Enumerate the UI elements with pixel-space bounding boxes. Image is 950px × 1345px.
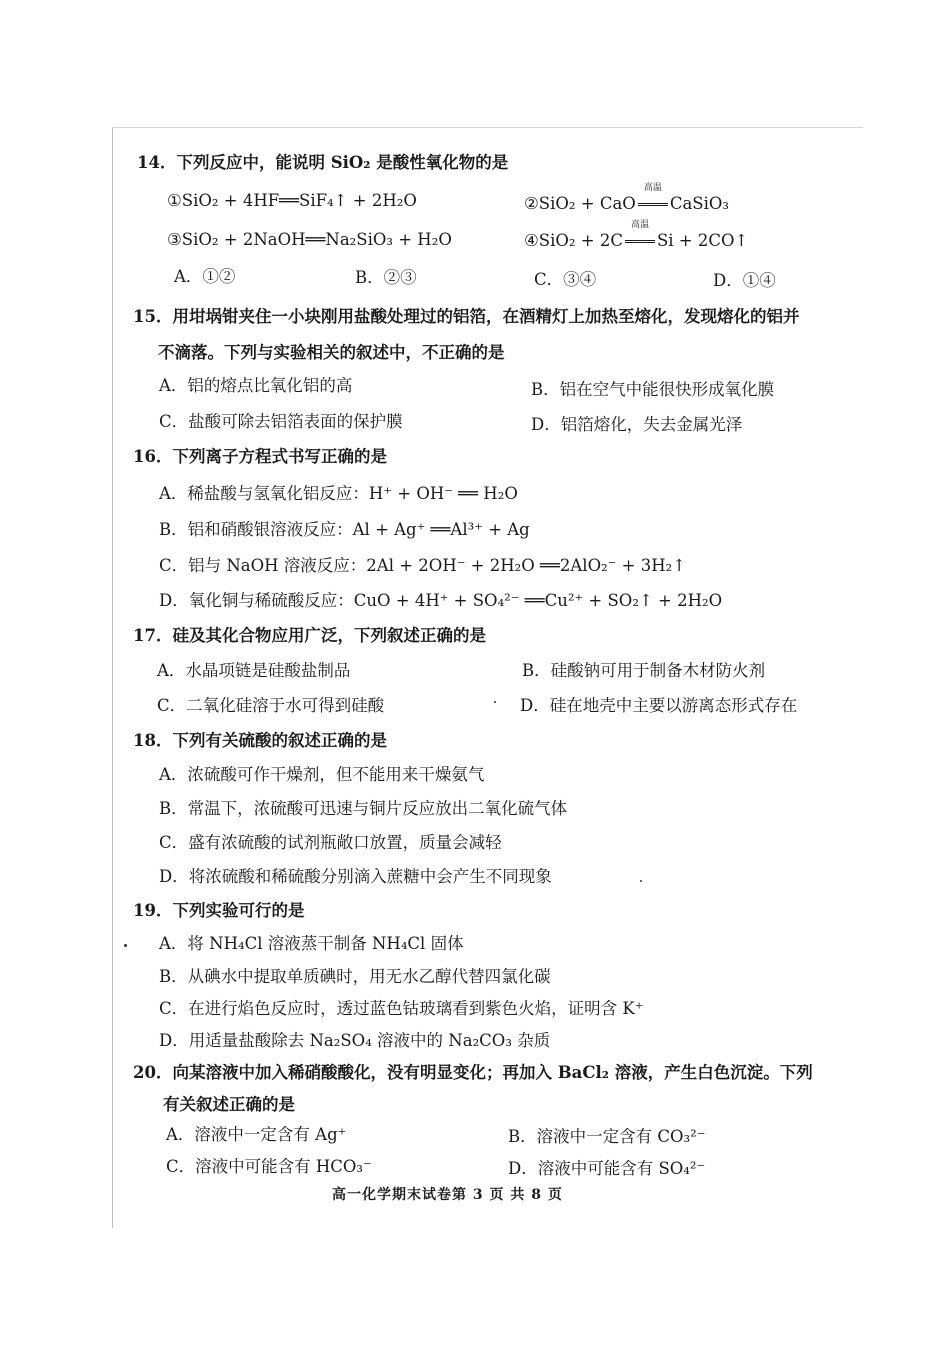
q14-reaction-4-arrow (623, 220, 657, 252)
q14-option-d: D．①④ (713, 271, 776, 290)
scan-speck (640, 880, 642, 882)
q20-option-d: D．溶液中可能含有 SO₄²⁻ (508, 1159, 706, 1178)
question-15-stem-line2: 不滴落。下列与实验相关的叙述中，不正确的是 (158, 343, 505, 362)
q19-option-d: D．用适量盐酸除去 Na₂SO₄ 溶液中的 Na₂CO₃ 杂质 (159, 1031, 551, 1050)
scan-speck (124, 944, 127, 947)
q19-option-a: A．将 NH₄Cl 溶液蒸干制备 NH₄Cl 固体 (159, 934, 464, 953)
q15-option-d: D．铝箔熔化，失去金属光泽 (531, 415, 743, 434)
q14-reaction-4-condition: 高温 (630, 220, 649, 230)
scan-speck (494, 701, 496, 703)
q16-option-d: D．氧化铜与稀硫酸反应：CuO + 4H⁺ + SO₄²⁻ ══Cu²⁺ + SO₂↑ + 2H₂O (159, 591, 723, 610)
q17-option-d: D．硅在地壳中主要以游离态形式存在 (520, 696, 798, 715)
q19-option-b: B．从碘水中提取单质碘时，用无水乙醇代替四氯化碳 (159, 967, 551, 986)
q14-reaction-2-reactants: ②SiO₂ + CaO (524, 194, 636, 213)
question-15-stem-line1: 15．用坩埚钳夹住一小块刚用盐酸处理过的铝箔，在酒精灯上加热至熔化，发现熔化的铝并 (133, 307, 800, 326)
q14-option-c: C．③④ (534, 270, 597, 289)
q20-option-b: B．溶液中一定含有 CO₃²⁻ (508, 1127, 706, 1146)
q14-reaction-1: ①SiO₂ + 4HF══SiF₄↑ + 2H₂O (167, 191, 417, 210)
question-17-stem: 17．硅及其化合物应用广泛，下列叙述正确的是 (133, 626, 486, 645)
q14-reaction-2-products: CaSiO₃ (669, 194, 730, 213)
q16-option-c: C．铝与 NaOH 溶液反应：2Al + 2OH⁻ + 2H₂O ══2AlO₂⁻ + 3H₂↑ (159, 556, 687, 575)
q14-option-a: A．①② (174, 267, 236, 286)
q20-option-a: A．溶液中一定含有 Ag⁺ (166, 1125, 347, 1144)
q17-option-c: C．二氧化硅溶于水可得到硅酸 (157, 696, 385, 715)
q14-reaction-2-condition: 高温 (643, 183, 662, 193)
q17-option-a: A．水晶项链是硅酸盐制品 (157, 661, 351, 680)
q15-option-b: B．铝在空气中能很快形成氧化膜 (531, 380, 775, 399)
q18-option-d: D．将浓硫酸和稀硫酸分别滴入蔗糖中会产生不同现象 (159, 867, 552, 886)
question-18-stem: 18．下列有关硫酸的叙述正确的是 (133, 731, 387, 750)
question-19-stem: 19．下列实验可行的是 (133, 901, 305, 920)
q14-reaction-2-arrow (636, 183, 670, 215)
q18-option-b: B．常温下，浓硫酸可迅速与铜片反应放出二氧化硫气体 (159, 799, 568, 818)
q14-reaction-3: ③SiO₂ + 2NaOH══Na₂SiO₃ + H₂O (167, 230, 452, 249)
q15-option-a: A．铝的熔点比氧化铝的高 (159, 376, 353, 395)
q19-option-c: C．在进行焰色反应时，透过蓝色钴玻璃看到紫色火焰，证明含 K⁺ (159, 999, 644, 1018)
q18-option-c: C．盛有浓硫酸的试剂瓶敞口放置，质量会减轻 (159, 833, 502, 852)
question-14-stem: 14．下列反应中，能说明 SiO₂ 是酸性氧化物的是 (137, 153, 509, 172)
question-20-stem-line1: 20．向某溶液中加入稀硝酸酸化，没有明显变化；再加入 BaCl₂ 溶液，产生白色沉淀。下列 (133, 1063, 813, 1082)
q14-reaction-2 (524, 183, 730, 215)
q15-option-c: C．盐酸可除去铝箔表面的保护膜 (159, 412, 403, 431)
q14-reaction-4-products: Si + 2CO↑ (656, 231, 749, 250)
q16-option-b: B．铝和硝酸银溶液反应：Al + Ag⁺ ══Al³⁺ + Ag (159, 520, 530, 539)
q20-option-c: C．溶液中可能含有 HCO₃⁻ (166, 1157, 372, 1176)
q14-option-b: B．②③ (355, 268, 417, 287)
question-20-stem-line2: 有关叙述正确的是 (163, 1095, 295, 1114)
q16-option-a: A．稀盐酸与氢氧化铝反应：H⁺ + OH⁻ ══ H₂O (159, 484, 518, 503)
page-footer: 高一化学期末试卷第 3 页 共 8 页 (332, 1187, 563, 1203)
q14-reaction-4 (524, 220, 749, 252)
q18-option-a: A．浓硫酸可作干燥剂，但不能用来干燥氨气 (159, 765, 485, 784)
question-16-stem: 16．下列离子方程式书写正确的是 (133, 447, 387, 466)
q14-reaction-4-reactants: ④SiO₂ + 2C (524, 231, 623, 250)
q17-option-b: B．硅酸钠可用于制备木材防火剂 (522, 661, 766, 680)
